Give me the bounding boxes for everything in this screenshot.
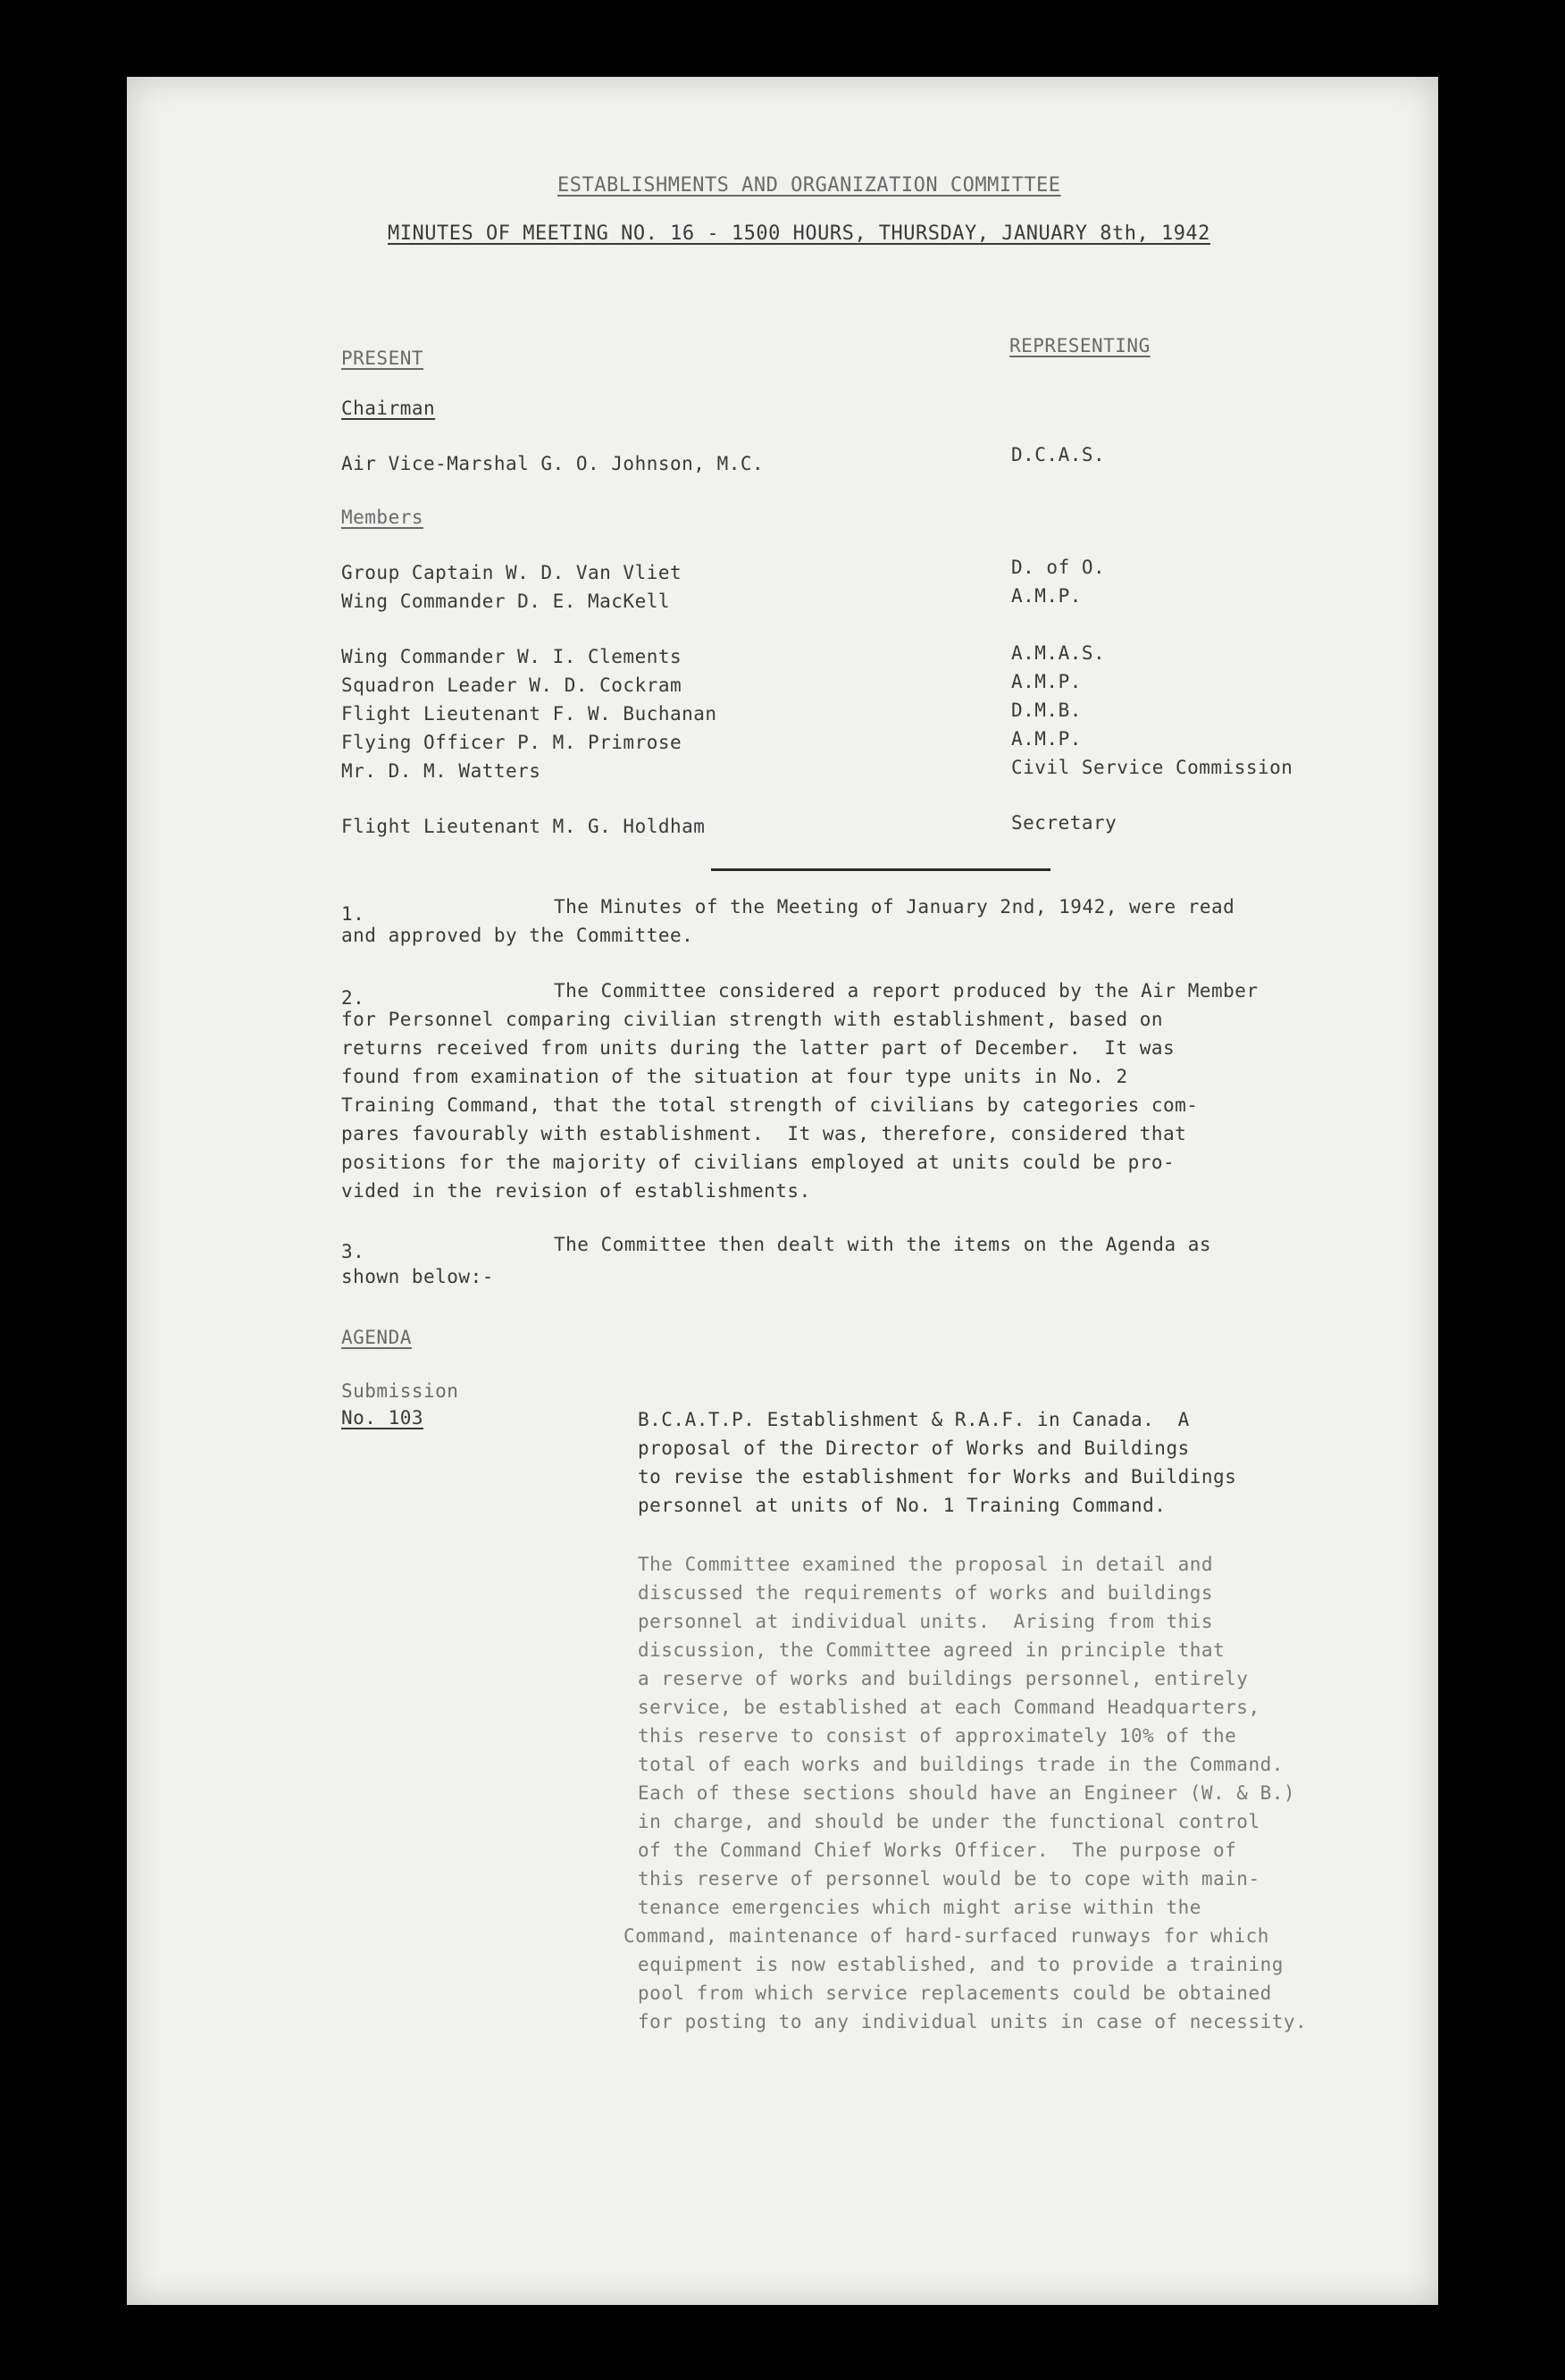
- member-name: Wing Commander D. E. MacKell: [341, 591, 671, 612]
- chairman-rep: D.C.A.S.: [1011, 444, 1106, 465]
- agenda-body-line: this reserve of personnel would be to cope with main-: [638, 1868, 1260, 1890]
- item-number: 2.: [341, 987, 365, 1009]
- agenda-body-line: this reserve to consist of approximately 10% of the: [638, 1725, 1237, 1747]
- item-number: 3.: [341, 1241, 365, 1262]
- item-2-line: found from examination of the situation at four type units in No. 2: [341, 1066, 1128, 1087]
- item-2-line: returns received from units during the latter part of December. It was: [341, 1037, 1176, 1059]
- item-2-line: positions for the majority of civilians employed at units could be pro-: [341, 1152, 1176, 1173]
- agenda-body-line: The Committee examined the proposal in detail and: [638, 1554, 1214, 1575]
- item-2-line: Training Command, that the total strength of civilians by categories com-: [341, 1094, 1199, 1116]
- agenda-body-line: of the Command Chief Works Officer. The purpose of: [638, 1839, 1237, 1861]
- representing-heading: REPRESENTING: [1009, 335, 1151, 356]
- agenda-heading: AGENDA: [341, 1327, 412, 1348]
- member-rep: D. of O.: [1011, 557, 1106, 578]
- agenda-body-line: in charge, and should be under the functional control: [638, 1811, 1260, 1832]
- secretary-name: Flight Lieutenant M. G. Holdham: [341, 816, 706, 837]
- agenda-intro-line: personnel at units of No. 1 Training Command.: [638, 1495, 1167, 1516]
- present-heading: PRESENT: [341, 348, 424, 369]
- agenda-body-line: tenance emergencies which might arise within the: [638, 1897, 1201, 1918]
- secretary-rep: Secretary: [1011, 812, 1117, 834]
- item-number: 1.: [341, 903, 365, 925]
- agenda-body-line: total of each works and buildings trade in the Command.: [638, 1754, 1284, 1775]
- agenda-intro-line: proposal of the Director of Works and Buildings: [638, 1437, 1190, 1459]
- member-rep: A.M.P.: [1011, 671, 1082, 692]
- item-3-line: shown below:-: [341, 1266, 494, 1287]
- member-rep: A.M.P.: [1011, 728, 1082, 750]
- agenda-body-line: discussed the requirements of works and buildings: [638, 1582, 1214, 1604]
- agenda-body-line: discussion, the Committee agreed in principle that: [638, 1639, 1226, 1661]
- member-name: Flight Lieutenant F. W. Buchanan: [341, 703, 717, 725]
- agenda-body-line: service, be established at each Command Headquarters,: [638, 1697, 1260, 1718]
- item-3-line: The Committee then dealt with the items on the Agenda as: [554, 1234, 1212, 1255]
- chairman-label: Chairman: [341, 398, 436, 419]
- item-2-line: vided in the revision of establishments.: [341, 1180, 811, 1202]
- members-label: Members: [341, 507, 424, 528]
- section-divider: [711, 868, 1050, 871]
- item-1-line: and approved by the Committee.: [341, 925, 694, 946]
- member-name: Group Captain W. D. Van Vliet: [341, 562, 682, 583]
- member-name: Mr. D. M. Watters: [341, 760, 541, 782]
- agenda-body-line: equipment is now established, and to provide a training: [638, 1954, 1284, 1975]
- item-2-line: for Personnel comparing civilian strength with establishment, based on: [341, 1009, 1164, 1030]
- chairman-name: Air Vice-Marshal G. O. Johnson, M.C.: [341, 453, 765, 474]
- member-rep: A.M.P.: [1011, 585, 1082, 607]
- member-name: Flying Officer P. M. Primrose: [341, 732, 682, 753]
- document-title: ESTABLISHMENTS AND ORGANIZATION COMMITTEE: [557, 174, 1061, 197]
- item-2-line: The Committee considered a report produced by the Air Member: [554, 980, 1259, 1001]
- member-name: Squadron Leader W. D. Cockram: [341, 675, 682, 696]
- document-page: [127, 77, 1438, 2305]
- agenda-body-line: for posting to any individual units in case of necessity.: [638, 2011, 1308, 2032]
- member-rep: Civil Service Commission: [1011, 757, 1293, 778]
- member-name: Wing Commander W. I. Clements: [341, 646, 682, 667]
- item-1-line: The Minutes of the Meeting of January 2nd, 1942, were read: [554, 896, 1235, 918]
- agenda-body-line: personnel at individual units. Arising from this: [638, 1611, 1214, 1632]
- agenda-intro-line: to revise the establishment for Works and Buildings: [638, 1466, 1237, 1488]
- agenda-body-line: a reserve of works and buildings personnel, entirely: [638, 1668, 1249, 1689]
- member-rep: A.M.A.S.: [1011, 642, 1106, 664]
- member-rep: D.M.B.: [1011, 700, 1082, 721]
- submission-number: No. 103: [341, 1407, 424, 1429]
- document-subtitle: MINUTES OF MEETING NO. 16 - 1500 HOURS, THURSDAY, JANUARY 8th, 1942: [388, 222, 1210, 245]
- agenda-body-line: pool from which service replacements could be obtained: [638, 1982, 1272, 2004]
- agenda-body-line: Each of these sections should have an Engineer (W. & B.): [638, 1782, 1296, 1804]
- agenda-intro-line: B.C.A.T.P. Establishment & R.A.F. in Canada. A: [638, 1409, 1190, 1430]
- item-2-line: pares favourably with establishment. It was, therefore, considered that: [341, 1123, 1187, 1144]
- submission-label: Submission: [341, 1380, 459, 1402]
- agenda-body-line: Command, maintenance of hard-surfaced runways for which: [623, 1925, 1269, 1947]
